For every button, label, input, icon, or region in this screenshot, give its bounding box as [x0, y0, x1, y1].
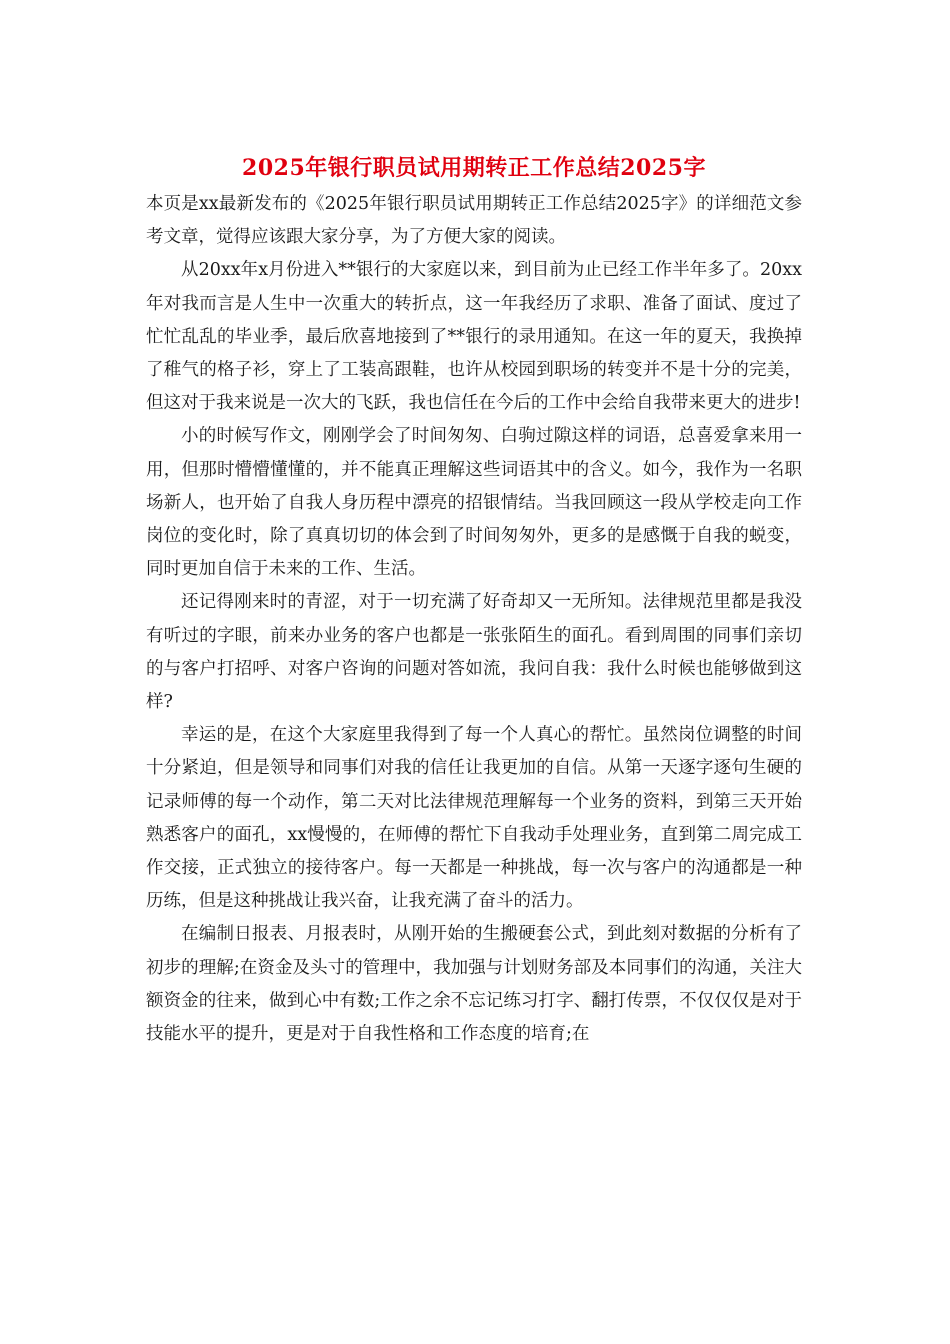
- body-paragraph-3: 还记得刚来时的青涩，对于一切充满了好奇却又一无所知。法律规范里都是我没有听过的字眼，前来办业务的客户也都是一张张陌生的面孔。看到周围的同事们亲切的与客户打招呼、对客户咨询的问题对答如流，我问自我：我什么时候也能够做到这样?: [146, 592, 802, 713]
- document-page: [146, 150, 802, 1051]
- body-paragraph-4: 幸运的是，在这个大家庭里我得到了每一个人真心的帮忙。虽然岗位调整的时间十分紧迫，但是领导和同事们对我的信任让我更加的自信。从第一天逐字逐句生硬的记录师傅的每一个动作，第二天对比法律规范理解每一个业务的资料，到第三天开始熟悉客户的面孔，xx慢慢的，在师傅的帮忙下自我动手处理业务，直到第二周完成工作交接，正式独立的接待客户。每一天都是一种挑战，每一次与客户的沟通都是一种历练，但是这种挑战让我兴奋，让我充满了奋斗的活力。: [146, 725, 802, 912]
- body-paragraph-2: 小的时候写作文，刚刚学会了时间匆匆、白驹过隙这样的词语，总喜爱拿来用一用，但那时懵懵懂懂的，并不能真正理解这些词语其中的含义。如今，我作为一名职场新人，也开始了自我人身历程中漂亮的招银情结。当我回顾这一段从学校走向工作岗位的变化时，除了真真切切的体会到了时间匆匆外，更多的是感慨于自我的蜕变，同时更加自信于未来的工作、生活。: [146, 426, 802, 580]
- intro-paragraph: 本页是xx最新发布的《2025年银行职员试用期转正工作总结2025字》的详细范文参考文章，觉得应该跟大家分享，为了方便大家的阅读。: [146, 194, 802, 248]
- body-paragraph-5: 在编制日报表、月报表时，从刚开始的生搬硬套公式，到此刻对数据的分析有了初步的理解;在资金及头寸的管理中，我加强与计划财务部及本同事们的沟通，关注大额资金的往来，做到心中有数;工作之余不忘记练习打字、翻打传票，不仅仅仅是对于技能水平的提升，更是对于自我性格和工作态度的培育;在: [146, 924, 802, 1045]
- document-title: 2025年银行职员试用期转正工作总结2025字: [242, 155, 706, 181]
- body-paragraph-1: 从20xx年x月份进入**银行的大家庭以来，到目前为止已经工作半年多了。20xx年对我而言是人生中一次重大的转折点，这一年我经历了求职、准备了面试、度过了忙忙乱乱的毕业季，最后欣喜地接到了**银行的录用通知。在这一年的夏天，我换掉了稚气的格子衫，穿上了工装高跟鞋，也许从校园到职场的转变并不是十分的完美，但这对于我来说是一次大的飞跃，我也信任在今后的工作中会给自我带来更大的进步!: [146, 260, 802, 414]
